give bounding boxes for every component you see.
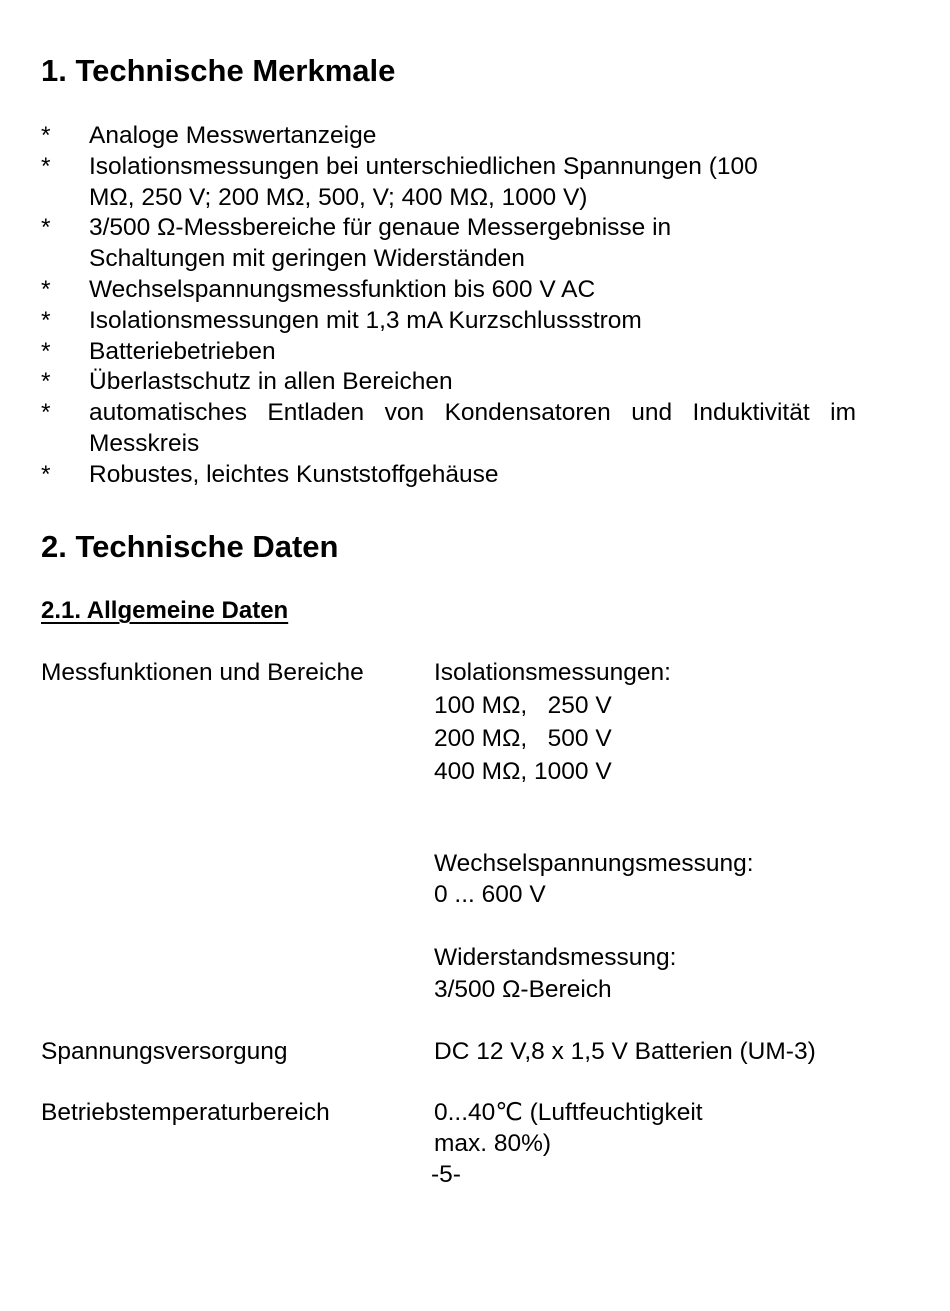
feature-item xyxy=(41,460,856,491)
feature-item xyxy=(41,306,856,337)
ac-voltage-heading: Wechselspannungsmessung: xyxy=(434,850,754,877)
feature-text: Robustes, leichtes Kunststoffgehäuse xyxy=(89,460,499,488)
bullet-asterisk: * xyxy=(41,152,51,180)
bullet-asterisk: * xyxy=(41,460,51,488)
feature-text: automatisches Entladen von Kondensatoren und Induktivität im Messkreis xyxy=(89,399,856,457)
feature-item xyxy=(41,367,856,398)
spec-value-operating-temperature: 0...40℃ (Luftfeuchtigkeit xyxy=(434,1099,703,1126)
bullet-asterisk: * xyxy=(41,275,51,303)
insulation-range: 100 MΩ, 250 V xyxy=(434,692,612,719)
insulation-range: 400 MΩ, 1000 V xyxy=(434,758,612,785)
feature-text: Batteriebetrieben xyxy=(89,337,276,365)
feature-item xyxy=(41,152,856,214)
feature-text: Isolationsmessungen mit 1,3 mA Kurzschlussstrom xyxy=(89,306,642,334)
resistance-heading: Widerstandsmessung: xyxy=(434,944,677,971)
spec-label-operating-temperature: Betriebstemperaturbereich xyxy=(41,1099,330,1126)
ac-voltage-range: 0 ... 600 V xyxy=(434,881,546,908)
resistance-range: 3/500 Ω-Bereich xyxy=(434,976,612,1003)
section-1-title: 1. Technische Merkmale xyxy=(41,53,396,88)
subsection-title: 2.1. Allgemeine Daten xyxy=(41,597,289,624)
feature-item xyxy=(41,121,856,152)
feature-item xyxy=(41,337,856,368)
feature-text: Überlastschutz in allen Bereichen xyxy=(89,368,453,396)
spec-value-power-supply: DC 12 V,8 x 1,5 V Batterien (UM-3) xyxy=(434,1038,816,1065)
feature-text: 3/500 Ω-Messbereiche für genaue Messergebnisse in Schaltungen mit geringen Widerständen xyxy=(89,214,672,273)
bullet-asterisk: * xyxy=(41,122,51,149)
page-number: -5- xyxy=(431,1161,461,1188)
bullet-asterisk: * xyxy=(41,368,51,396)
feature-list xyxy=(41,121,856,491)
feature-item xyxy=(41,398,856,460)
insulation-range: 200 MΩ, 500 V xyxy=(434,725,612,752)
bullet-asterisk: * xyxy=(41,337,51,365)
spec-label-power-supply: Spannungsversorgung xyxy=(41,1038,288,1065)
insulation-heading: Isolationsmessungen: xyxy=(434,659,671,686)
bullet-asterisk: * xyxy=(41,399,51,427)
feature-item xyxy=(41,213,856,275)
feature-text: Analoge Messwertanzeige xyxy=(89,122,377,149)
feature-text: Wechselspannungsmessfunktion bis 600 V AC xyxy=(89,275,596,303)
feature-item xyxy=(41,275,856,306)
feature-text: Isolationsmessungen bei unterschiedlichen Spannungen (100 MΩ, 250 V; 200 MΩ, 500, V; 400 MΩ, 1000 V) xyxy=(89,152,758,211)
bullet-asterisk: * xyxy=(41,306,51,334)
section-2-title: 2. Technische Daten xyxy=(41,529,339,564)
spec-label-measurement-functions: Messfunktionen und Bereiche xyxy=(41,659,364,686)
spec-value-operating-temperature-cont: max. 80%) xyxy=(434,1130,552,1157)
bullet-asterisk: * xyxy=(41,214,51,242)
